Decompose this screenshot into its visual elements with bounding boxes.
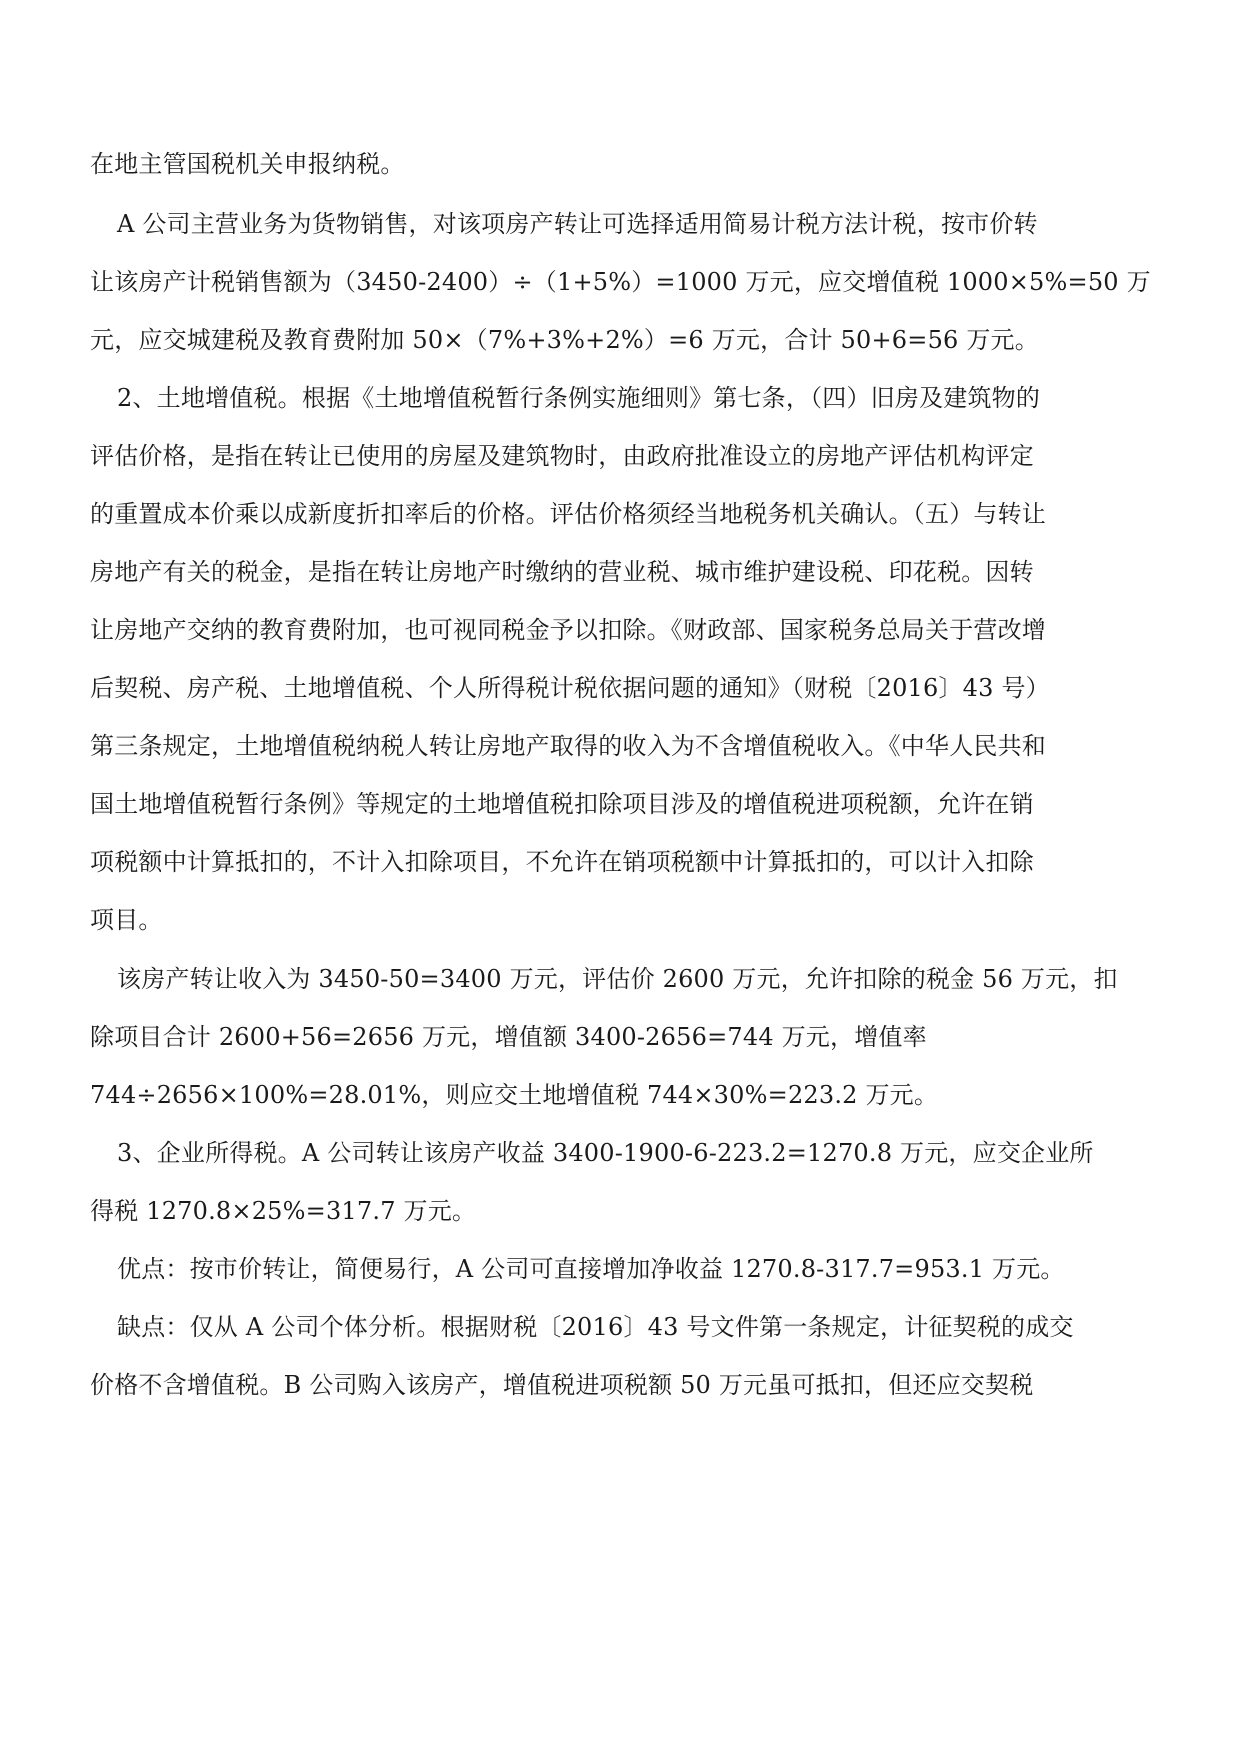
text-line: 第三条规定，土地增值税纳税人转让房地产取得的收入为不含增值税收入。《中华人民共和 [90,732,1046,760]
text-line: 3、企业所得税。A 公司转让该房产收益 3400-1900-6-223.2=1270.8 万元，应交企业所 [117,1139,1094,1167]
text-line: 项目。 [90,906,163,934]
text-line: 缺点：仅从 A 公司个体分析。根据财税〔2016〕43 号文件第一条规定，计征契税的成交 [117,1313,1074,1341]
text-line: 元，应交城建税及教育费附加 50×（7%+3%+2%）=6 万元，合计 50+6=56 万元。 [90,326,1039,354]
text-line: 让该房产计税销售额为（3450-2400）÷（1+5%）=1000 万元，应交增值税 1000×5%=50 万 [90,268,1151,296]
text-line: 除项目合计 2600+56=2656 万元，增值额 3400-2656=744 万元，增值率 [90,1023,927,1051]
text-line: 国土地增值税暂行条例》等规定的土地增值税扣除项目涉及的增值税进项税额，允许在销 [90,790,1034,818]
text-line: 得税 1270.8×25%=317.7 万元。 [90,1197,477,1225]
text-line: 评估价格，是指在转让已使用的房屋及建筑物时，由政府批准设立的房地产评估机构评定 [90,442,1034,470]
text-line: 房地产有关的税金，是指在转让房地产时缴纳的营业税、城市维护建设税、印花税。因转 [90,558,1034,586]
text-line: 该房产转让收入为 3450-50=3400 万元，评估价 2600 万元，允许扣除的税金 56 万元，扣 [117,965,1118,993]
text-line: 的重置成本价乘以成新度折扣率后的价格。评估价格须经当地税务机关确认。（五）与转让 [90,500,1046,528]
text-line: 让房地产交纳的教育费附加，也可视同税金予以扣除。《财政部、国家税务总局关于营改增 [90,616,1046,644]
text-line: 后契税、房产税、土地增值税、个人所得税计税依据问题的通知》（财税〔2016〕43 号） [90,674,1050,702]
text-line: 优点：按市价转让，简便易行，A 公司可直接增加净收益 1270.8-317.7=953.1 万元。 [117,1255,1065,1283]
text-line: 价格不含增值税。B 公司购入该房产，增值税进项税额 50 万元虽可抵扣，但还应交契税 [90,1371,1034,1399]
text-line: 项税额中计算抵扣的，不计入扣除项目，不允许在销项税额中计算抵扣的，可以计入扣除 [90,848,1034,876]
text-line: 744÷2656×100%=28.01%，则应交土地增值税 744×30%=223.2 万元。 [90,1081,939,1109]
text-line: 2、土地增值税。根据《土地增值税暂行条例实施细则》第七条，（四）旧房及建筑物的 [117,384,1041,412]
text-line: A 公司主营业务为货物销售，对该项房产转让可选择适用简易计税方法计税，按市价转 [117,210,1038,238]
text-line: 在地主管国税机关申报纳税。 [90,150,405,178]
